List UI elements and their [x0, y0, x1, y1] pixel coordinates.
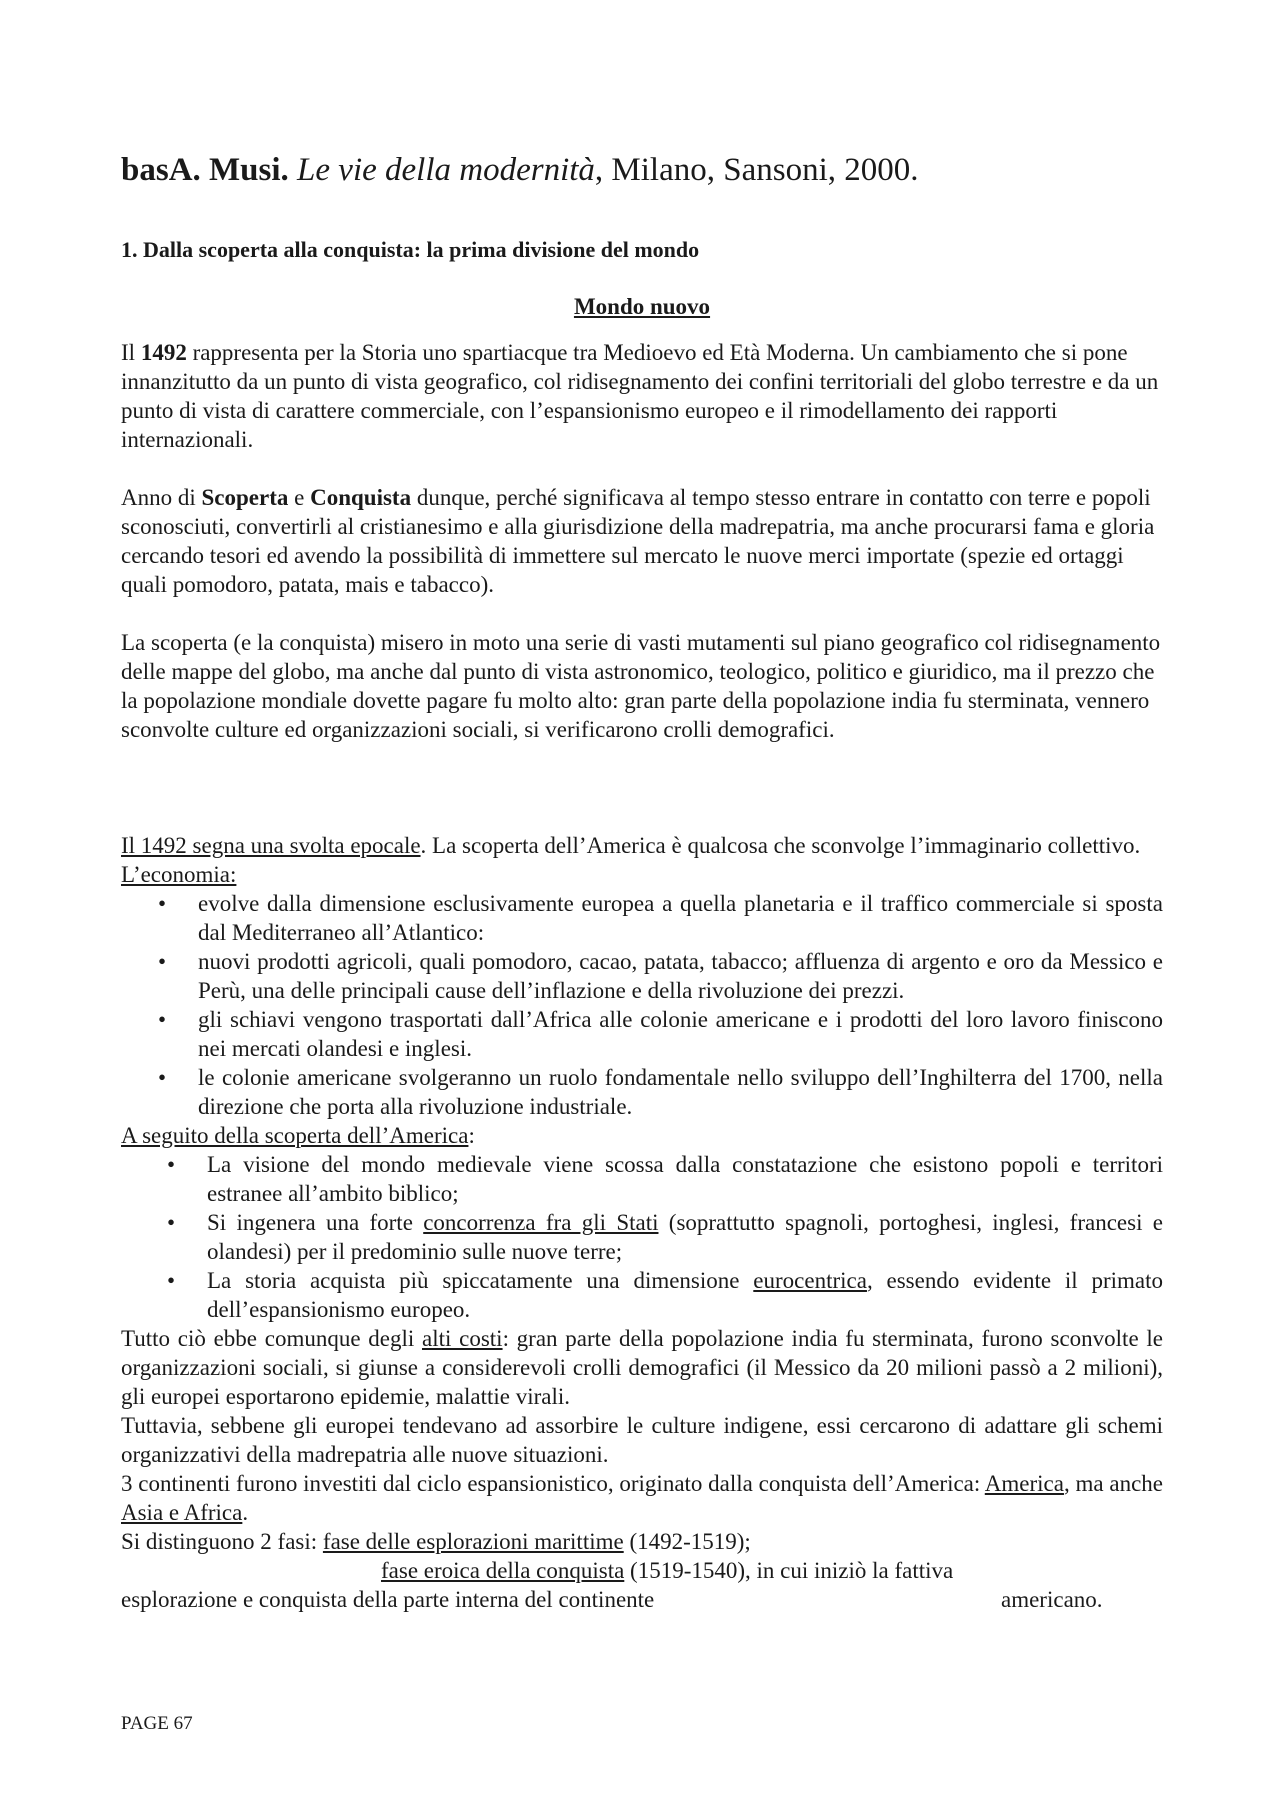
- list-item-text: La visione del mondo medievale viene scossa dalla constatazione che esistono popoli e territori estranee all’ambito biblico;: [207, 1152, 1163, 1206]
- phases-last-line: esplorazione e conquista della parte interna del continente: [121, 1587, 655, 1612]
- book-citation-title: [121, 150, 1163, 190]
- paragraph-2-text-c: e: [288, 485, 311, 510]
- page-number-footer: PAGE 67: [121, 1713, 193, 1734]
- paragraph-4: [121, 831, 1163, 860]
- list-item: [121, 1266, 1163, 1324]
- economy-label: L’economia:: [121, 862, 237, 887]
- paragraph-7-text-b: , ma anche: [1063, 1471, 1163, 1496]
- list-item-text: , essendo evidente il primato dell’espansionismo europeo.: [207, 1268, 1163, 1322]
- concorrenza-underlined: concorrenza fra gli Stati: [423, 1210, 659, 1235]
- scoperta-bold: Scoperta: [201, 485, 289, 510]
- conquista-bold: Conquista: [310, 485, 412, 510]
- vertical-spacer: [121, 773, 1163, 831]
- bullet-icon: •: [167, 1210, 176, 1235]
- list-item-text: Si ingenera una forte: [207, 1210, 424, 1235]
- paragraph-2: [121, 483, 1163, 599]
- consequence-label-colon: :: [468, 1123, 475, 1148]
- list-item-text: nuovi prodotti agricoli, quali pomodoro, cacao, patata, tabacco; affluenza di argento e oro da Messico e Perù, una delle principali cause dell’inflazione e della rivoluzione dei prezzi.: [198, 949, 1163, 1003]
- consequence-list: [121, 1150, 1163, 1324]
- asia-africa-underlined: Asia e Africa: [121, 1500, 243, 1525]
- paragraph-5-text-a: Tutto ciò ebbe comunque degli: [121, 1326, 422, 1351]
- paragraph-1-text-c: rappresenta per la Storia uno spartiacque tra Medioevo ed Età Moderna. Un cambiamento che si pone innanzitutto da un punto di vista geografico, col ridisegnamento dei confini territoriali del globo terrestre e da un punto di vista di carattere commerciale, con l’espansionismo europeo e il rimodellamento dei rapporti internazionali.: [121, 340, 1159, 452]
- bullet-icon: •: [158, 949, 167, 974]
- bullet-icon: •: [167, 1268, 176, 1293]
- phase-2-underlined: fase eroica della conquista: [381, 1558, 625, 1583]
- bullet-icon: •: [167, 1152, 176, 1177]
- list-item-text: le colonie americane svolgeranno un ruolo fondamentale nello sviluppo dell’Inghilterra del 1700, nella direzione che porta alla rivoluzione industriale.: [198, 1065, 1163, 1119]
- phases-line-1: [121, 1527, 1163, 1556]
- paragraph-1: [121, 338, 1163, 454]
- paragraph-4-rest: . La scoperta dell’America è qualcosa che sconvolge l’immaginario collettivo.: [420, 833, 1141, 858]
- year-1492-bold: 1492: [140, 340, 187, 365]
- eurocentrica-underlined: eurocentrica: [753, 1268, 867, 1293]
- bullet-icon: •: [158, 1065, 167, 1090]
- list-item-text: La storia acquista più spiccatamente una dimensione: [207, 1268, 754, 1293]
- phases-line-3: [121, 1585, 1163, 1614]
- paragraph-7-text-c: .: [242, 1500, 249, 1525]
- alti-costi-underlined: alti costi: [422, 1326, 503, 1351]
- bullet-icon: •: [158, 891, 167, 916]
- paragraph-2-text-e: dunque, perché significava al tempo stesso entrare in contatto con terre e popoli sconosciuti, convertirli al cristianesimo e alla giurisdizione della madrepatria, ma anche procurarsi fama e gloria cercando tesori ed avendo la possibilità di immettere sul mercato le nuove merci importate (spezie ed ortaggi quali pomodoro, patata, mais e tabacco).: [121, 485, 1155, 597]
- svolta-epocale-underlined: Il 1492 segna una svolta epocale: [121, 833, 421, 858]
- list-item-text: gli schiavi vengono trasportati dall’Africa alle colonie americane e i prodotti del loro lavoro finiscono nei mercati olandesi e inglesi.: [198, 1007, 1163, 1061]
- list-item: [121, 1005, 1163, 1063]
- list-item-text: (soprattutto spagnoli, portoghesi, inglesi, francesi e olandesi) per il predominio sulle nuove terre;: [207, 1210, 1163, 1264]
- paragraph-5: [121, 1324, 1163, 1411]
- consequence-label: [121, 1121, 1163, 1150]
- america-underlined: America: [984, 1471, 1064, 1496]
- phases-intro: Si distinguono 2 fasi:: [121, 1529, 323, 1554]
- paragraph-7: [121, 1469, 1163, 1527]
- bullet-icon: •: [158, 1007, 167, 1032]
- document-body: [121, 150, 1163, 1614]
- phases-line-2: [121, 1556, 1163, 1585]
- paragraph-7-text-a: 3 continenti furono investiti dal ciclo espansionistico, originato dalla conquista dell’America:: [121, 1471, 985, 1496]
- phase-2-dates: (1519-1540), in cui iniziò la fattiva: [624, 1558, 954, 1583]
- list-item: [121, 1208, 1163, 1266]
- book-title: Le vie della modernità: [297, 152, 595, 188]
- paragraph-5-text-b: : gran parte della popolazione india fu sterminata, furono sconvolte le organizzazioni sociali, si giunse a considerevoli crolli demografici (il Messico da 20 milioni passò a 2 milioni), gli europei esportarono epidemie, malattie virali.: [121, 1326, 1163, 1409]
- list-item: [121, 1063, 1163, 1121]
- list-item: [121, 1150, 1163, 1208]
- chapter-heading: 1. Dalla scoperta alla conquista: la prima divisione del mondo: [121, 237, 700, 262]
- economy-list: [121, 889, 1163, 1121]
- author-name: basA. Musi.: [121, 152, 289, 188]
- list-item-text: evolve dalla dimensione esclusivamente europea a quella planetaria e il traffico commerciale si sposta dal Mediterraneo all’Atlantico:: [198, 891, 1163, 945]
- paragraph-2-text-a: Anno di: [121, 485, 202, 510]
- phase-1-dates: (1492-1519);: [623, 1529, 751, 1554]
- phases-last-word: americano.: [1001, 1587, 1103, 1612]
- publication-info: , Milano, Sansoni, 2000.: [594, 152, 919, 188]
- consequence-label-underlined: A seguito della scoperta dell’America: [121, 1123, 469, 1148]
- paragraph-1-text-a: Il: [121, 340, 141, 365]
- section-heading: Mondo nuovo: [573, 294, 711, 319]
- paragraph-3: La scoperta (e la conquista) misero in moto una serie di vasti mutamenti sul piano geografico col ridisegnamento delle mappe del globo, ma anche dal punto di vista astronomico, teologico, politico e giuridico, ma il prezzo che la popolazione mondiale dovette pagare fu molto alto: gran parte della popolazione india fu sterminata, vennero sconvolte culture ed organizzazioni sociali, si verificarono crolli demografici.: [121, 630, 1161, 742]
- phase-1-underlined: fase delle esplorazioni marittime: [322, 1529, 624, 1554]
- list-item: [121, 889, 1163, 947]
- list-item: [121, 947, 1163, 1005]
- paragraph-6: Tuttavia, sebbene gli europei tendevano ad assorbire le culture indigene, essi cercarono di adattare gli schemi organizzativi della madrepatria alle nuove situazioni.: [121, 1413, 1163, 1467]
